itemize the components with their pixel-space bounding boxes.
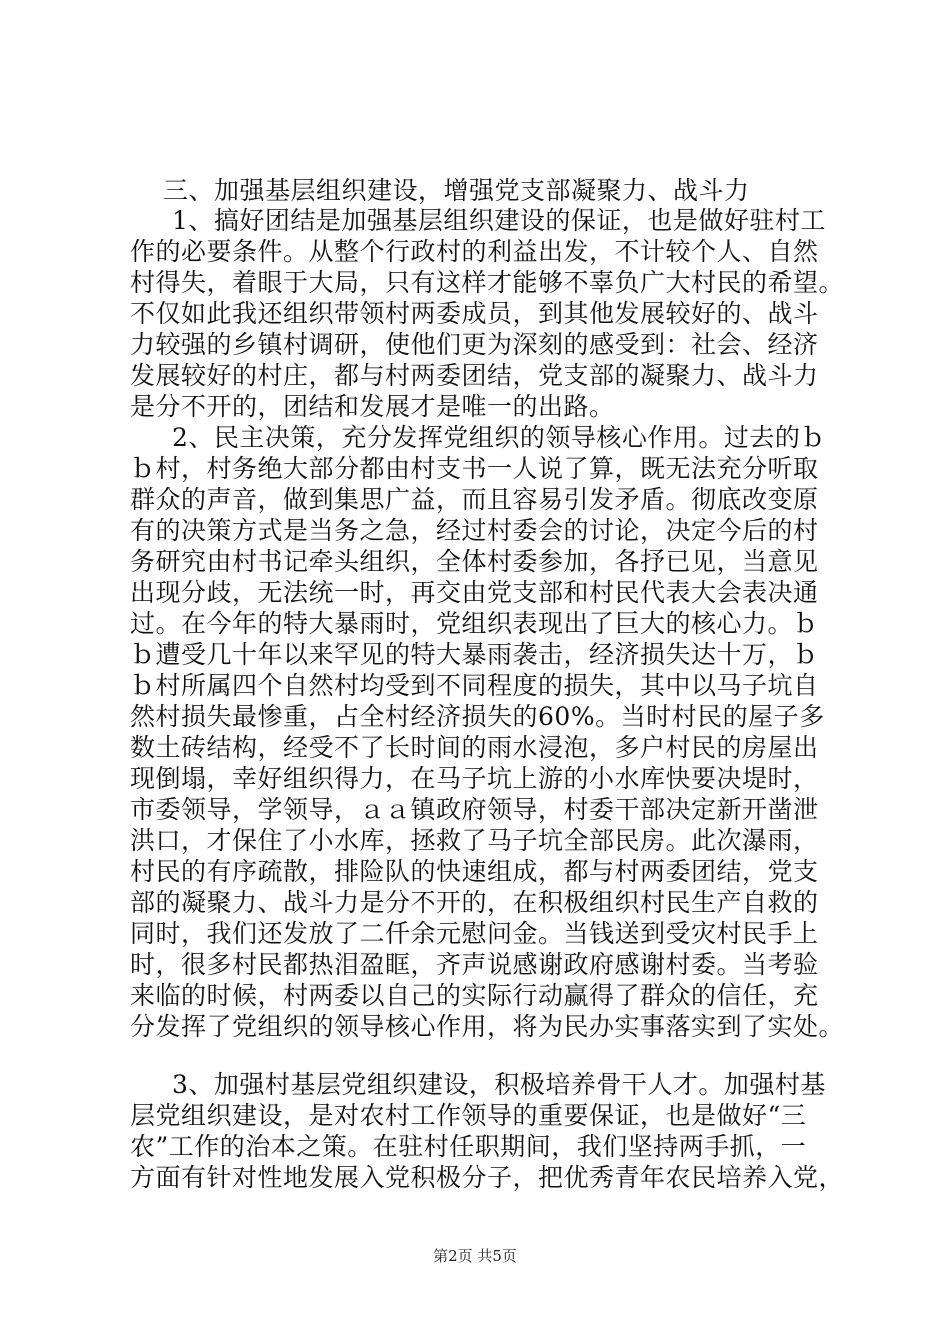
paragraph-1-line-1: 1、搞好团结是加强基层组织建设的保证，也是做好驻村工 xyxy=(172,206,826,235)
paragraph-2-line-15: 村民的有序疏散，排险队的快速组成，都与村两委团结，党支 xyxy=(130,857,819,886)
paragraph-2-line-11: 数土砖结构，经受不了长时间的雨水浸泡，多户村民的房屋出 xyxy=(130,733,819,762)
paragraph-2-line-6: 出现分歧，无法统一时，再交由党支部和村民代表大会表决通 xyxy=(130,578,819,607)
paragraph-3-line-3: 农”工作的治本之策。在驻村任职期间，我们坚持两手抓，一 xyxy=(130,1132,807,1161)
paragraph-3-line-4: 方面有针对性地发展入党积极分子，把优秀青年农民培养入党， xyxy=(130,1163,845,1192)
paragraph-1-line-6: 发展较好的村庄，都与村两委团结，党支部的凝聚力、战斗力 xyxy=(130,361,819,390)
paragraph-2-line-14: 洪口，才保住了小水库，拯救了马子坑全部民房。此次瀑雨， xyxy=(130,826,819,855)
paragraph-2-line-9: ｂ村所属四个自然村均受到不同程度的损失，其中以马子坑自 xyxy=(130,671,819,700)
paragraph-1-line-5: 力较强的乡镇村调研，使他们更为深刻的感受到：社会、经济 xyxy=(130,330,819,359)
paragraph-2-line-16: 部的凝聚力、战斗力是分不开的，在积极组织村民生产自救的 xyxy=(130,888,819,917)
paragraph-2-line-10: 然村损失最惨重，占全村经济损失的60%。当时村民的屋子多 xyxy=(130,702,825,731)
paragraph-1-line-4: 不仅如此我还组织带领村两委成员，到其他发展较好的、战斗 xyxy=(130,299,819,328)
section-heading: 三、加强基层组织建设，增强党支部凝聚力、战斗力 xyxy=(163,176,750,205)
paragraph-2-line-3: 群众的声音，做到集思广益，而且容易引发矛盾。彻底改变原 xyxy=(130,485,819,514)
paragraph-2-line-5: 务研究由村书记牵头组织，全体村委参加，各抒已见，当意见 xyxy=(130,547,819,576)
paragraph-2-line-2: ｂ村，村务绝大部分都由村支书一人说了算，既无法充分听取 xyxy=(130,454,819,483)
paragraph-2-line-19: 来临的时候，村两委以自己的实际行动赢得了群众的信任，充 xyxy=(130,981,819,1010)
paragraph-2-line-4: 有的决策方式是当务之急，经过村委会的讨论，决定今后的村 xyxy=(130,516,819,545)
paragraph-2-line-8: ｂ遭受几十年以来罕见的特大暴雨袭击，经济损失达十万，ｂ xyxy=(130,640,819,669)
paragraph-2-line-20: 分发挥了党组织的领导核心作用，将为民办实事落实到了实处。 xyxy=(130,1012,845,1041)
paragraph-2-line-17: 同时，我们还发放了二仟余元慰问金。当钱送到受灾村民手上 xyxy=(130,919,819,948)
paragraph-3-line-1: 3、加强村基层党组织建设，积极培养骨干人才。加强村基 xyxy=(172,1070,826,1099)
paragraph-1-line-2: 作的必要条件。从整个行政村的利益出发，不计较个人、自然 xyxy=(130,237,819,266)
paragraph-1-line-3: 村得失，着眼于大局，只有这样才能够不辜负广大村民的希望。 xyxy=(130,268,845,297)
paragraph-2-line-1: 2、民主决策，充分发挥党组织的领导核心作用。过去的ｂ xyxy=(172,423,826,452)
page-number-footer: 第2页 共5页 xyxy=(433,1247,517,1265)
paragraph-2-line-7: 过。在今年的特大暴雨时，党组织表现出了巨大的核心力。ｂ xyxy=(130,609,819,638)
paragraph-3-line-2: 层党组织建设，是对农村工作领导的重要保证，也是做好“三 xyxy=(130,1101,807,1130)
paragraph-2-line-12: 现倒塌，幸好组织得力，在马子坑上游的小水库快要决堤时， xyxy=(130,764,819,793)
paragraph-1-line-7: 是分不开的，团结和发展才是唯一的出路。 xyxy=(130,392,615,421)
paragraph-2-line-13: 市委领导，学领导，ａａ镇政府领导，村委干部决定新开凿泄 xyxy=(130,795,819,824)
paragraph-2-line-18: 时，很多村民都热泪盈眶，齐声说感谢政府感谢村委。当考验 xyxy=(130,950,819,979)
